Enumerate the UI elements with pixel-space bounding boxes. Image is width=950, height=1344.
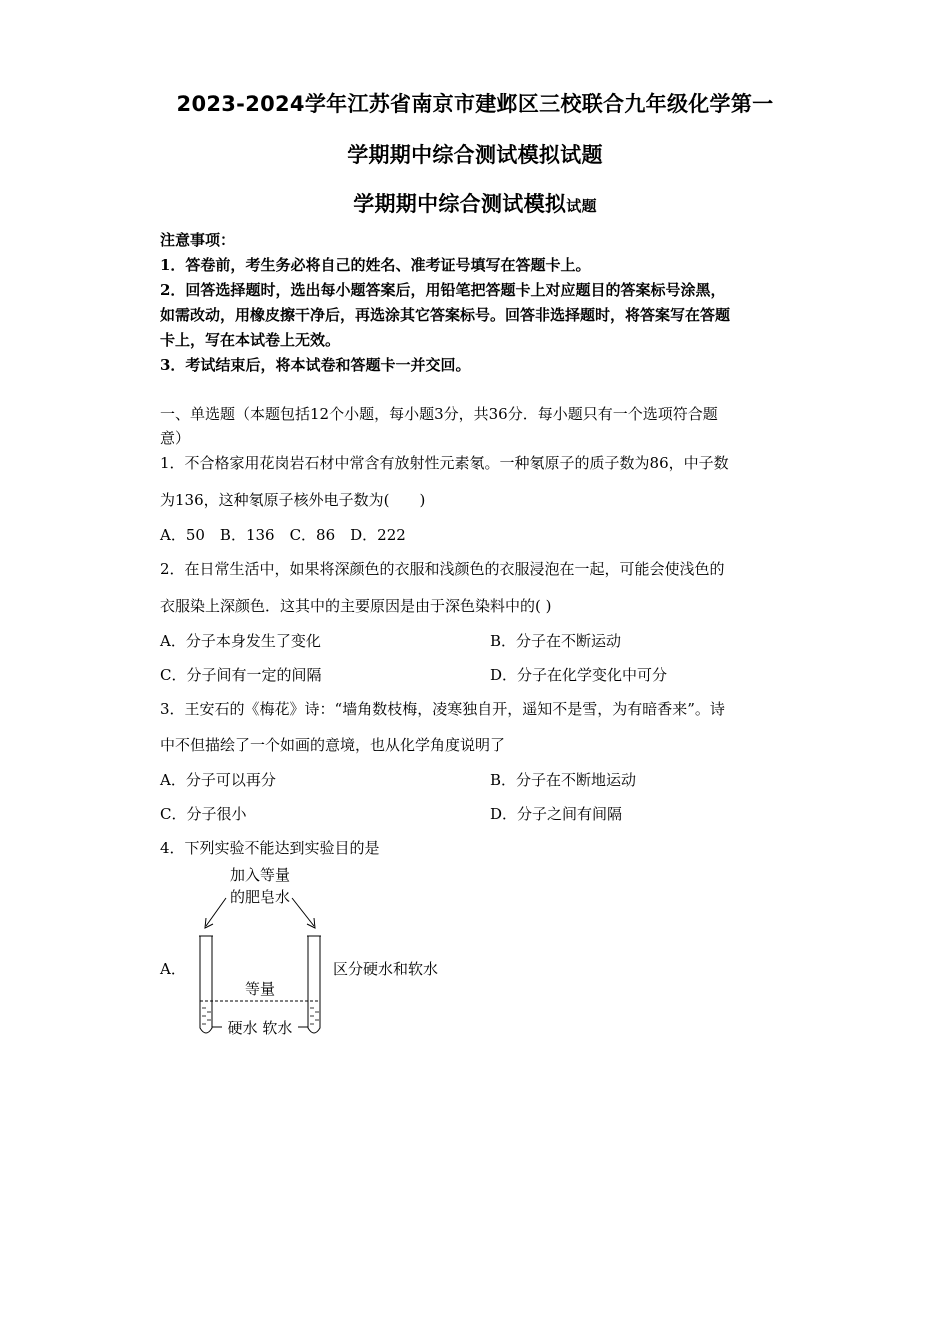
test-tube-left <box>200 936 212 1033</box>
section-heading: 一、单选题（本题包括12个小题，每小题3分，共36分．每小题只有一个选项符合题 <box>160 405 718 423</box>
question-4-stem: 4．下列实验不能达到实验目的是 <box>160 839 380 857</box>
arrow-left <box>206 898 226 926</box>
test-tube-right <box>308 936 320 1033</box>
subtitle-small: 试题 <box>566 197 597 215</box>
notice-item: 1．答卷前，考生务必将自己的姓名、准考证号填写在答题卡上。 <box>160 256 591 274</box>
question-4-option-a-letter: A． <box>160 960 186 978</box>
question-3-option-c: C．分子很小 <box>160 805 247 823</box>
notice-item: 如需改动，用橡皮擦干净后，再选涂其它答案标号。回答非选择题时，将答案写在答题 <box>160 306 731 324</box>
figure-label-waters: 硬水 软水 <box>227 1019 293 1037</box>
notice-item: 3．考试结束后，将本试卷和答题卡一并交回。 <box>160 356 471 374</box>
arrow-right-head <box>307 918 315 928</box>
figure-label-equal: 等量 <box>244 980 276 998</box>
question-3-option-b: B．分子在不断地运动 <box>490 771 637 789</box>
page-title: 2023-2024学年江苏省南京市建邺区三校联合九年级化学第一 <box>176 92 774 116</box>
figure-label-soap-1: 加入等量 <box>229 866 291 884</box>
notice-item: 2．回答选择题时，选出每小题答案后，用铅笔把答题卡上对应题目的答案标号涂黑， <box>160 281 726 299</box>
question-2-option-a: A．分子本身发生了变化 <box>160 632 321 650</box>
question-2-option-b: B．分子在不断运动 <box>490 632 622 650</box>
question-4-option-a-caption: 区分硬水和软水 <box>333 960 439 978</box>
question-3-option-a: A．分子可以再分 <box>160 771 276 789</box>
liquid-right <box>310 1008 319 1024</box>
section-heading-cont: 意） <box>160 429 191 447</box>
arrow-left-head <box>205 918 213 928</box>
question-2-stem: 2．在日常生活中，如果将深颜色的衣服和浅颜色的衣服浸泡在一起，可能会使浅色的 <box>160 560 725 578</box>
page-subtitle <box>0 188 950 218</box>
arrow-right <box>292 898 314 926</box>
liquid-left <box>202 1008 211 1024</box>
question-3-option-d: D．分子之间有间隔 <box>490 805 623 823</box>
notice-heading: 注意事项： <box>160 231 236 249</box>
question-3-stem-cont: 中不但描绘了一个如画的意境，也从化学角度说明了 <box>160 736 506 754</box>
question-1-stem-cont: 为136，这种氡原子核外电子数为( ) <box>160 491 426 509</box>
question-1-stem: 1．不合格家用花岗岩石材中常含有放射性元素氡。一种氡原子的质子数为86，中子数 <box>160 454 729 472</box>
question-1-options: A．50 B．136 C．86 D．222 <box>160 526 406 544</box>
question-3-stem: 3．王安石的《梅花》诗：“墙角数枝梅，凌寒独自开，遥知不是雪，为有暗香来”。诗 <box>160 700 725 718</box>
test-tube-figure <box>190 858 335 1048</box>
question-2-option-c: C．分子间有一定的间隔 <box>160 666 322 684</box>
notice-item: 卡上，写在本试卷上无效。 <box>160 331 341 349</box>
figure-label-soap-2: 的肥皂水 <box>229 888 291 906</box>
question-2-stem-cont: 衣服染上深颜色．这其中的主要原因是由于深色染料中的( ) <box>160 597 552 615</box>
subtitle-main: 学期期中综合测试模拟 <box>353 192 567 216</box>
question-2-option-d: D．分子在化学变化中可分 <box>490 666 668 684</box>
page-title-line2: 学期期中综合测试模拟试题 <box>347 143 603 167</box>
